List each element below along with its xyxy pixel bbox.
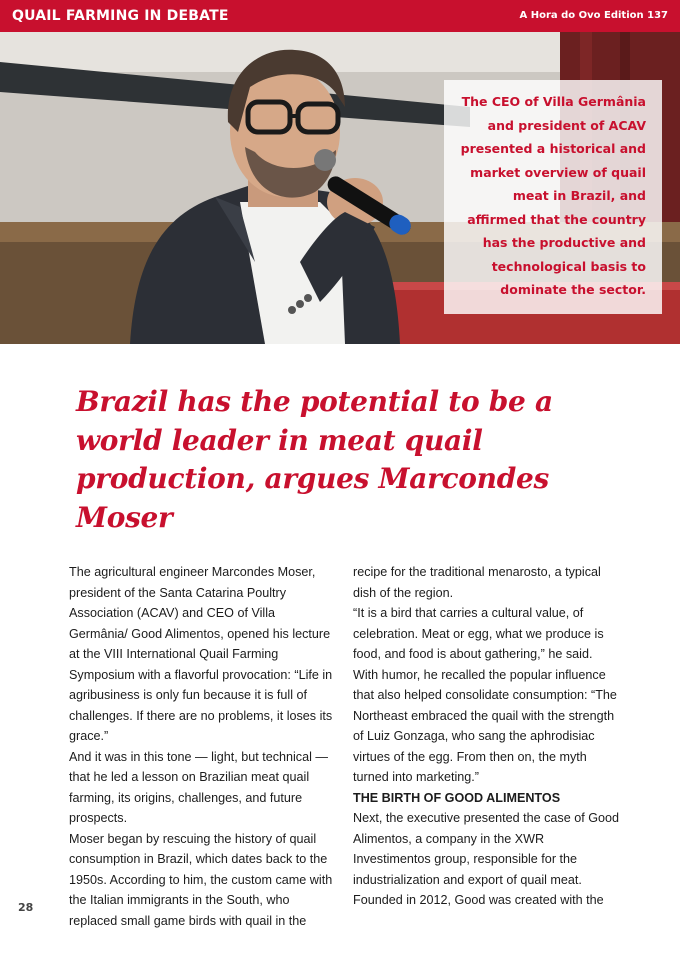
- article-column-left: [69, 562, 337, 931]
- paragraph: The agricultural engineer Marcondes Moser, president of the Santa Catarina Poultry Association (ACAV) and CEO of Villa Germânia/ Good Alimentos, opened his lecture at the VIII International Quail Farming Symposium with a flavorful provocation: “Life in agribusiness is only fun because it is full of challenges. If there are no problems, it loses its grace.”: [69, 565, 333, 743]
- paragraph: And it was in this tone — light, but technical — that he led a lesson on Brazilian meat quail farming, its origins, challenges, and future prospects.: [69, 749, 329, 825]
- article-column-right: [353, 562, 621, 911]
- article-headline: Brazil has the potential to be a world leader in meat quail production, argues Marcondes Moser: [76, 385, 553, 534]
- header-bar: [0, 0, 680, 32]
- photo-caption: The CEO of Villa Germânia and president of ACAV presented a historical and market overview of quail meat in Brazil, and affirmed that the country has the productive and technological basis to dominate the sector.: [460, 94, 646, 297]
- paragraph: Moser began by rescuing the history of quail consumption in Brazil, which dates back to the 1950s. According to him, the custom came with the Italian immigrants in the South, who replaced small game birds with quail in the: [69, 831, 333, 928]
- section-subhead: THE BIRTH OF GOOD ALIMENTOS: [353, 790, 561, 805]
- paragraph: recipe for the traditional menarosto, a typical dish of the region.: [353, 565, 601, 600]
- edition-label: A Hora do Ovo Edition 137: [519, 10, 668, 21]
- paragraph: “It is a bird that carries a cultural value, of celebration. Meat or egg, what we produce is food, and food is about gathering,” he said. With humor, he recalled the popular influence that also helped consolidate consumption: “The Northeast embraced the quail with the strength of Luiz Gonzaga, who sang the aphrodisiac virtues of the egg. From then on, the myth turned into marketing.”: [353, 606, 617, 784]
- page-number: 28: [18, 901, 34, 914]
- speaker-photo: [0, 32, 680, 344]
- section-title: QUAIL FARMING IN DEBATE: [12, 8, 229, 24]
- paragraph: Next, the executive presented the case of Good Alimentos, a company in the XWR Investimentos group, responsible for the industrialization and export of quail meat. Founded in 2012, Good was created with the: [353, 811, 620, 907]
- photo-caption-box: [444, 80, 662, 314]
